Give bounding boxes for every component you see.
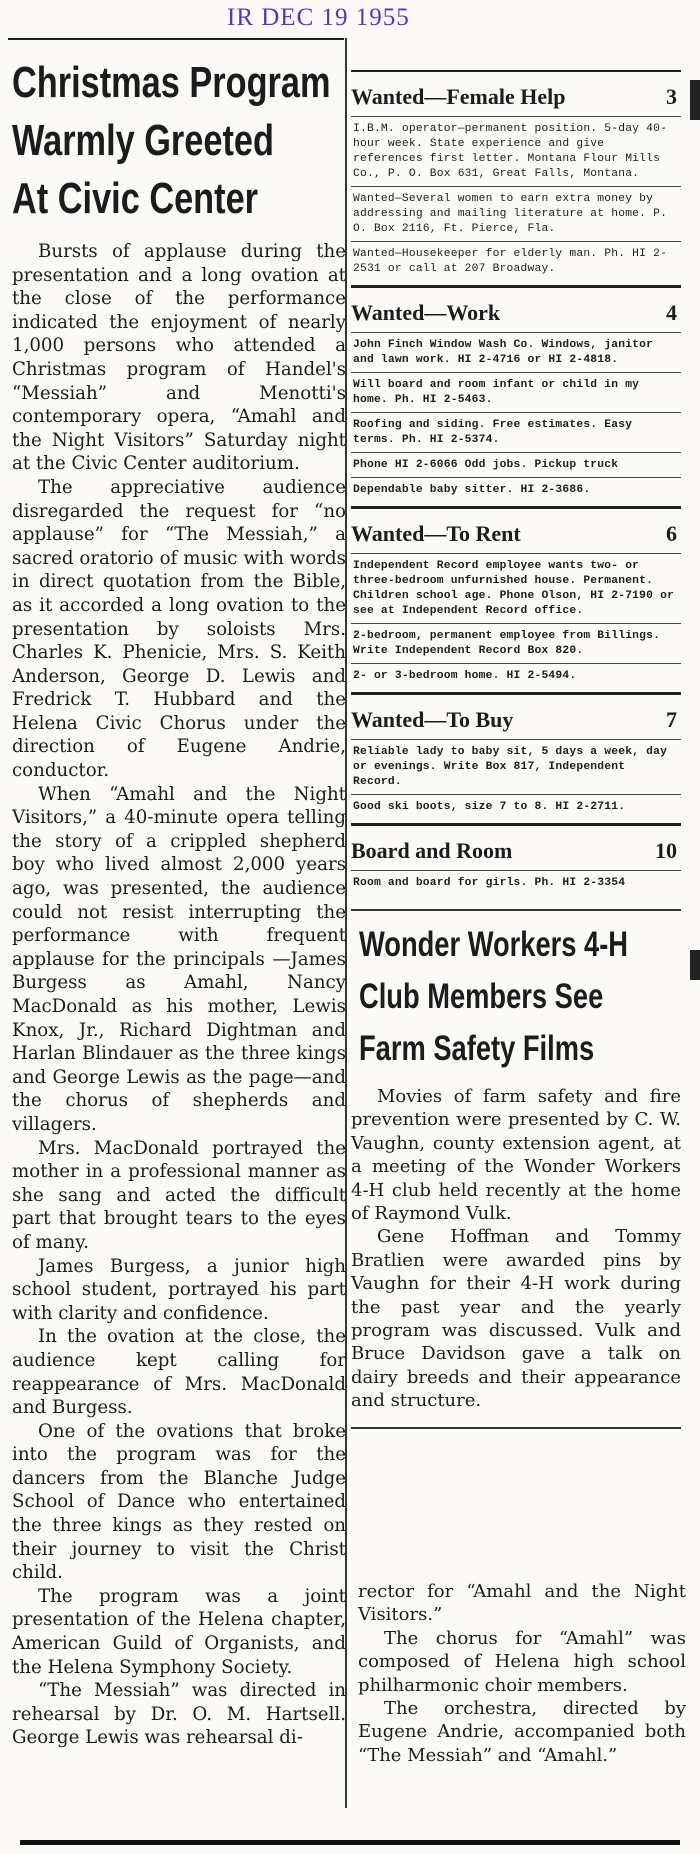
page-edge-mark <box>690 80 700 120</box>
4h-headline <box>359 919 694 1075</box>
category-number: 10 <box>655 838 677 863</box>
paragraph: The appreciative audience disregarded the request for “no applause” for “The Messiah,” a sacred oratorio of music with words in direct quotation from the Bible, as it accorded a long ovation to the presentation by soloists Mrs. Charles K. Phenicie, Mrs. S. Keith Anderson, George D. Lewis and Fredrick T. Hubbard and the Helena Civic Chorus under the direction of Eugene Andrie, conductor. <box>12 476 346 782</box>
bottom-rule <box>20 1840 680 1845</box>
headline-line: At Civic Center <box>12 174 259 223</box>
date-stamp: IR DEC 19 1955 <box>227 4 410 31</box>
category-number: 4 <box>666 300 677 325</box>
classified-ad: Phone HI 2-6066 Odd jobs. Pickup truck <box>351 452 681 477</box>
paragraph: Bursts of applause during the presentation and a long ovation at the close of the performance indicated the enjoyment of nearly 1,000 persons who attended a Christmas program of Handel's “Messiah” and Menotti's contemporary opera, “Amahl and the Night Visitors” Saturday night at the Civic Center auditorium. <box>12 241 346 475</box>
christmas-program-article <box>12 48 346 1750</box>
christmas-headline <box>12 54 347 228</box>
paragraph: rector for “Amahl and the Night Visitors.” <box>358 1581 686 1626</box>
section-rule <box>351 909 681 911</box>
section-rule <box>351 1427 681 1429</box>
paragraph: Mrs. MacDonald portrayed the mother in a professional manner as she sang and acted the difficult part that brought tears to the eyes of many. <box>12 1137 346 1253</box>
classified-ad: Wanted—Housekeeper for elderly man. Ph. HI 2-2531 or call at 207 Broadway. <box>351 241 681 281</box>
top-rule <box>8 38 344 40</box>
headline-line: Club Members See <box>359 977 604 1016</box>
classified-ad: Good ski boots, size 7 to 8. HI 2-2711. <box>351 794 681 819</box>
category-title: Board and Room <box>351 838 513 863</box>
category-heading <box>351 692 681 739</box>
headline-line: Wonder Workers 4-H <box>359 925 629 964</box>
christmas-continuation <box>358 1580 686 1767</box>
paragraph: “The Messiah” was directed in rehearsal by Dr. O. M. Hartsell. George Lewis was rehearsal di- <box>12 1680 346 1749</box>
category-title: Wanted—Work <box>351 300 501 325</box>
article-body <box>12 240 346 1750</box>
paragraph: The orchestra, directed by Eugene Andrie, accompanied both “The Messiah” and “Amahl.” <box>358 1698 686 1766</box>
category-heading <box>351 285 681 332</box>
classified-ad: Will board and room infant or child in my home. Ph. HI 2-5463. <box>351 372 681 412</box>
paragraph: One of the ovations that broke into the program was for the dancers from the Blanche Judge School of Dance who entertained the three kings as they rested on their journey to visit the Christ child. <box>12 1420 346 1584</box>
classified-ad: I.B.M. operator—permanent position. 5-day 40-hour week. State experience and give references first letter. Montana Flour Mills Co., P. O. Box 631, Great Falls, Montana. <box>351 116 681 186</box>
category-heading <box>351 506 681 553</box>
category-title: Wanted—To Buy <box>351 707 514 732</box>
classified-ad: Room and board for girls. Ph. HI 2-3354 <box>351 870 681 895</box>
category-title: Wanted—To Rent <box>351 521 521 546</box>
paragraph: Movies of farm safety and fire prevention were presented by C. W. Vaughn, county extension agent, at a meeting of the Wonder Workers 4-H club held recently at the home of Raymond Vulk. <box>351 1086 681 1225</box>
classified-ad: Reliable lady to baby sit, 5 days a week, day or evenings. Write Box 817, Independent Record. <box>351 739 681 794</box>
headline-line: Christmas Program <box>12 58 331 107</box>
page-edge-mark <box>690 950 700 980</box>
category-number: 6 <box>666 521 677 546</box>
category-heading <box>351 72 681 116</box>
classified-ad: Wanted—Several women to earn extra money by addressing and mailing literature at home. P. O. Box 2116, Ft. Pierce, Fla. <box>351 186 681 241</box>
right-column <box>351 70 681 1437</box>
classifieds <box>351 70 681 895</box>
paragraph: The program was a joint presentation of the Helena chapter, American Guild of Organists, and the Helena Symphony Society. <box>12 1585 346 1678</box>
paragraph: The chorus for “Amahl” was composed of Helena high school philharmonic choir members. <box>358 1627 686 1696</box>
4h-article-body <box>351 1085 681 1413</box>
classified-ad: Roofing and siding. Free estimates. Easy terms. Ph. HI 2-5374. <box>351 412 681 452</box>
paragraph: Gene Hoffman and Tommy Bratlien were awarded pins by Vaughn for their 4-H work during the past year and the yearly program was discussed. Vulk and Bruce Davidson gave a talk on dairy breeds and their appearance and structure. <box>351 1226 681 1412</box>
classified-ad: Independent Record employee wants two- or three-bedroom unfurnished house. Permanent. Children school age. Phone Olson, HI 2-7190 or see at Independent Record office. <box>351 553 681 623</box>
paragraph: James Burgess, a junior high school student, portrayed his part with clarity and confidence. <box>12 1255 346 1324</box>
classified-ad: 2- or 3-bedroom home. HI 2-5494. <box>351 663 681 688</box>
classified-ad: John Finch Window Wash Co. Windows, janitor and lawn work. HI 2-4716 or HI 2-4818. <box>351 332 681 372</box>
headline-line: Farm Safety Films <box>359 1029 595 1068</box>
category-title: Wanted—Female Help <box>351 84 566 109</box>
headline-line: Warmly Greeted <box>12 116 274 165</box>
paragraph: When “Amahl and the Night Visitors,” a 40-minute opera telling the story of a crippled shepherd boy who lived almost 2,000 years ago, was presented, the audience could not resist interrupting the performance with frequent applause for the principals —James Burgess as Amahl, Nancy MacDonald as his mother, Lewis Knox, Jr., Richard Dightman and Harlan Blindauer as the three kings and George Lewis as the page—and the chorus of shepherds and villagers. <box>12 783 346 1135</box>
category-heading <box>351 823 681 870</box>
paragraph: In the ovation at the close, the audience kept calling for reappearance of Mrs. MacDonald and Burgess. <box>12 1326 346 1419</box>
category-number: 7 <box>666 707 677 732</box>
classified-ad: 2-bedroom, permanent employee from Billings. Write Independent Record Box 820. <box>351 623 681 663</box>
category-number: 3 <box>666 84 677 109</box>
classified-ad: Dependable baby sitter. HI 2-3686. <box>351 477 681 502</box>
